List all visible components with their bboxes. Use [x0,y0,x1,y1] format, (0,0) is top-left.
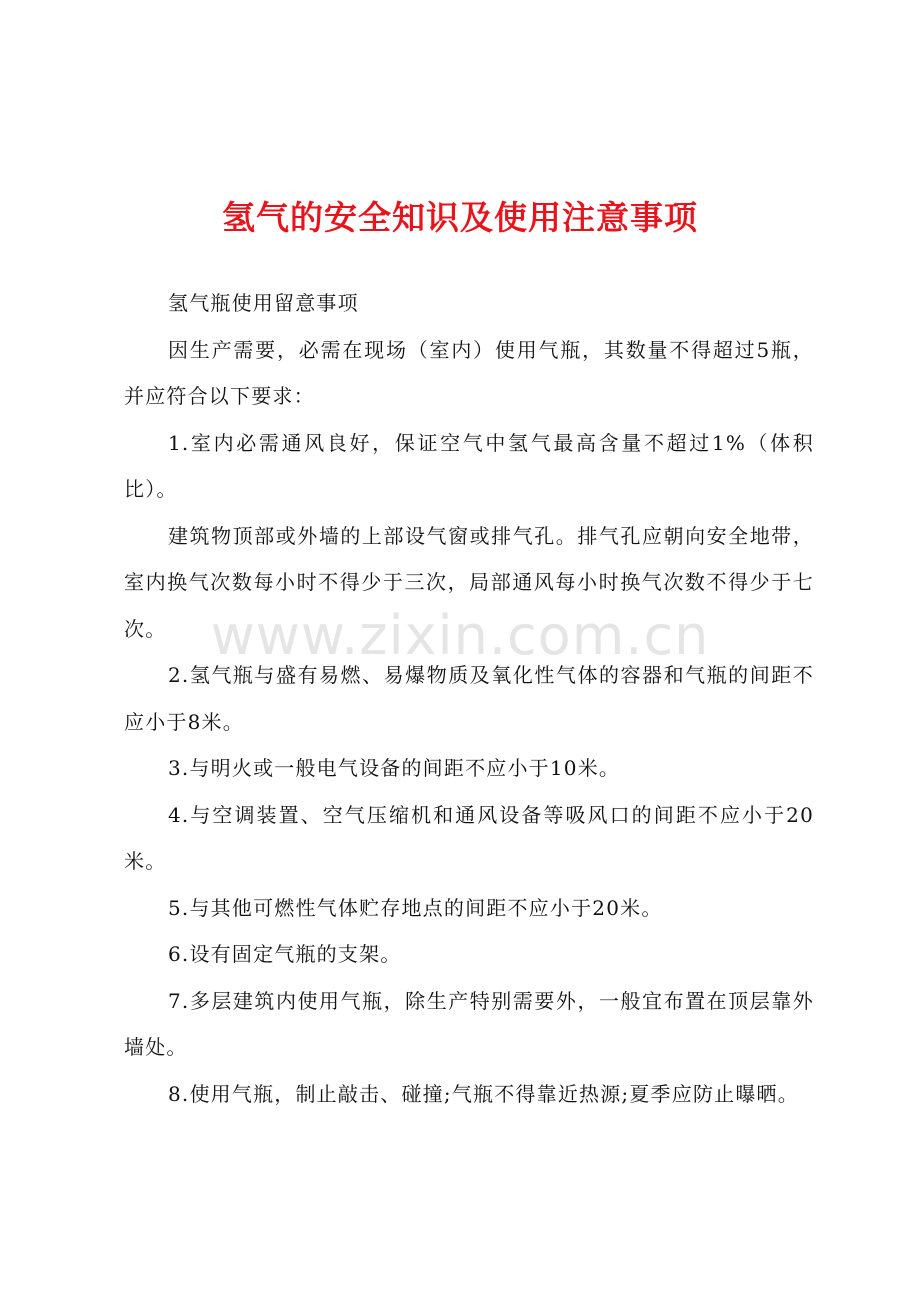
paragraph-item-4: 4.与空调装置、空气压缩机和通风设备等吸风口的间距不应小于20米。 [124,802,814,873]
document-body [124,280,814,1117]
watermark: www.zixin.com.cn [210,604,710,667]
paragraph-item-3: 3.与明火或一般电气设备的间距不应小于10米。 [168,756,621,780]
paragraph-heading: 氢气瓶使用留意事项 [168,291,359,315]
paragraph-item-2: 2.氢气瓶与盛有易燃、易爆物质及氧化性气体的容器和气瓶的间距不应小于8米。 [124,663,814,734]
paragraph-intro: 因生产需要，必需在现场（室内）使用气瓶，其数量不得超过5瓶，并应符合以下要求： [124,337,814,408]
paragraph-item-1: 1.室内必需通风良好，保证空气中氢气最高含量不超过1%（体积比）。 [124,430,814,501]
paragraph-ventilation: 建筑物顶部或外墙的上部设气窗或排气孔。排气孔应朝向安全地带，室内换气次数每小时不得少于三次，局部通风每小时换气次数不得少于七次。 [124,523,814,641]
document-title: 氢气的安全知识及使用注意事项 [222,198,698,237]
paragraph-item-6: 6.设有固定气瓶的支架。 [168,942,402,966]
paragraph-item-5: 5.与其他可燃性气体贮存地点的间距不应小于20米。 [168,895,663,920]
paragraph-item-8: 8.使用气瓶，制止敲击、碰撞;气瓶不得靠近热源;夏季应防止曝晒。 [168,1081,799,1106]
paragraph-item-7: 7.多层建筑内使用气瓶，除生产特别需要外，一般宜布置在顶层靠外墙处。 [124,988,814,1059]
